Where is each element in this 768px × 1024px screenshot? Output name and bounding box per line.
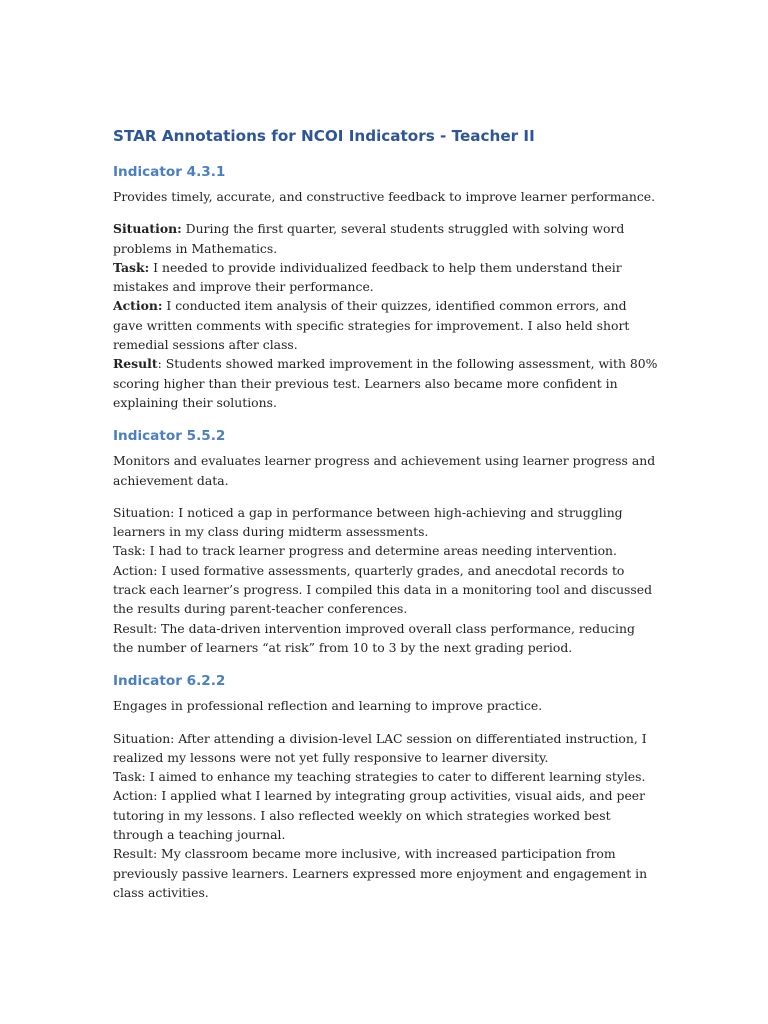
- situation-paragraph: Situation: I noticed a gap in performance between high-achieving and struggling learners in my class during midterm assessments.: [113, 504, 623, 540]
- star-block: [113, 503, 658, 657]
- indicator-heading: Indicator 5.5.2: [113, 428, 226, 445]
- document-title: STAR Annotations for NCOI Indicators - Teacher II: [113, 127, 535, 145]
- result-label: Result: [113, 356, 158, 372]
- result-text: : Students showed marked improvement in the following assessment, with 80% scoring higher than their previous test. Learners also became more confident in explaining their solutions.: [113, 356, 658, 410]
- action-text: I conducted item analysis of their quizzes, identified common errors, and gave written comments with specific strategies for improvement. I also held short remedial sessions after class.: [113, 298, 630, 353]
- indicator-description: Provides timely, accurate, and constructive feedback to improve learner performance.: [113, 189, 656, 204]
- document-page: [113, 124, 658, 915]
- star-block: [113, 729, 658, 903]
- indicator-section-5-5-2: [113, 425, 658, 657]
- situation-text: During the first quarter, several students struggled with solving word problems in Mathematics.: [113, 221, 625, 256]
- indicator-section-4-3-1: [113, 161, 658, 412]
- situation-paragraph: [113, 219, 658, 258]
- task-label: Task:: [113, 259, 150, 275]
- situation-label: Situation:: [113, 221, 182, 237]
- indicator-description: Monitors and evaluates learner progress and achievement using learner progress and achievement data.: [113, 453, 656, 488]
- situation-paragraph: Situation: After attending a division-level LAC session on differentiated instruction, I realized my lessons were not yet fully responsive to learner diversity.: [113, 730, 647, 765]
- result-paragraph: [113, 354, 658, 412]
- task-text: I needed to provide individualized feedback to help them understand their mistakes and improve their performance.: [113, 259, 622, 295]
- result-paragraph: Result: My classroom became more inclusive, with increased participation from previously passive learners. Learners expressed more enjoyment and engagement in class activities.: [113, 846, 648, 900]
- action-label: Action:: [113, 298, 163, 314]
- indicator-heading: Indicator 6.2.2: [113, 673, 226, 690]
- task-paragraph: Task: I aimed to enhance my teaching strategies to cater to different learning styles.: [113, 769, 646, 785]
- indicator-heading: Indicator 4.3.1: [113, 164, 226, 180]
- task-paragraph: Task: I had to track learner progress and determine areas needing intervention.: [113, 543, 617, 559]
- star-block: [113, 219, 658, 412]
- result-paragraph: Result: The data-driven intervention improved overall class performance, reducing the number of learners “at risk” from 10 to 3 by the next grading period.: [113, 620, 635, 655]
- indicator-section-6-2-2: [113, 670, 658, 902]
- action-paragraph: Action: I applied what I learned by integrating group activities, visual aids, and peer tutoring in my lessons. I also reflected weekly on which strategies worked best through a teaching journal.: [113, 788, 646, 843]
- action-paragraph: Action: I used formative assessments, quarterly grades, and anecdotal records to track each learner’s progress. I compiled this data in a monitoring tool and discussed the results during parent-teacher conferences.: [113, 562, 653, 617]
- task-paragraph: [113, 258, 658, 297]
- indicator-description: Engages in professional reflection and learning to improve practice.: [113, 698, 543, 714]
- action-paragraph: [113, 296, 658, 354]
